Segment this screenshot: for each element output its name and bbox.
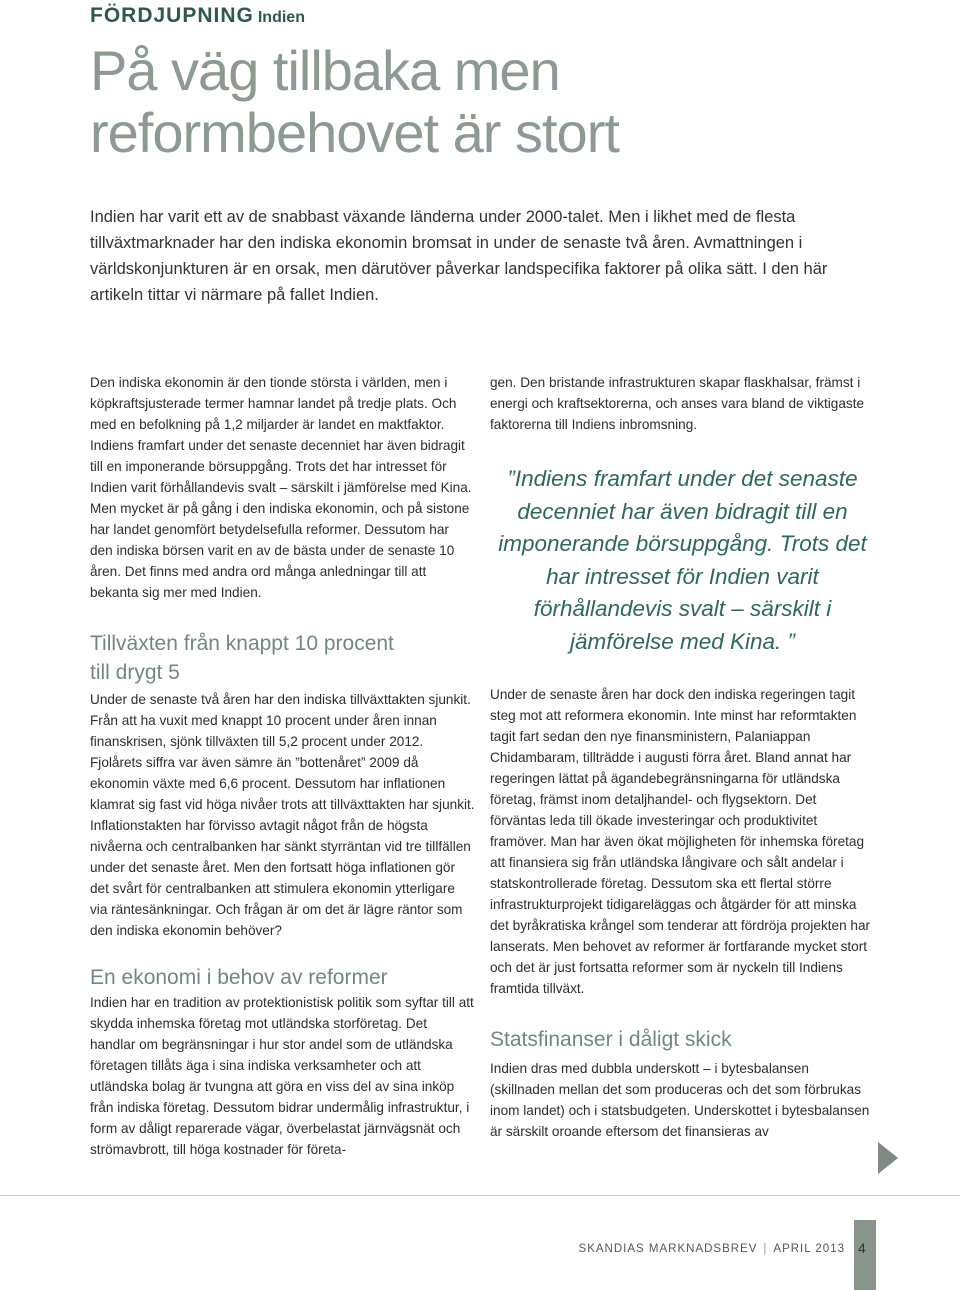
pull-quote: ”Indiens framfart under det senaste decenniet har även bidragit till en imponerande börsuppgång. Trots det har intresset för Indien varit förhållandevis svalt – särskilt i jämförelse med Kina. ” [498, 466, 867, 654]
kicker-sub-label: Indien [257, 9, 305, 26]
reforms-paragraph: Indien har en tradition av protektionistisk politik som syftar till att skydda inhemska företag mot utländska storföretag. Det handlar om begränsningar i hur stor andel som de utländska företagen tillåts äga i sina indiska verksamheter och att utländska bolag är tvungna att göra en viss del av sina inköp från indiska företag. Dessutom bidrar undermålig infrastruktur, i form av dåligt reparerade vägar, överbelastat järnvägsnät och strömavbrott, till höga kostnader för företa- [90, 995, 474, 1157]
section-kicker [90, 4, 305, 28]
kicker-label: FÖRDJUPNING [90, 4, 254, 27]
footer-publication: SKANDIAS MARKNADSBREV | APRIL 2013 [578, 1243, 845, 1255]
growth-paragraph: Under de senaste två åren har den indiska tillväxttakten sjunkit. Från att ha vuxit med knappt 10 procent under åren innan finanskrisen, sjönk tillväxten till 5,2 procent under 2012. Fjolårets siffra var även sämre än ”bottenåret” 2009 då ekonomin växte med 6,6 procent. Dessutom har inflationen klamrat sig fast vid höga nivåer trots att tillväxttakten har sjunkit. Inflationstakten har förvisso avtagit något från de högsta nivåerna och centralbanken har sänkt styrräntan vid tre tillfällen under det senaste året. Men den fortsatt höga inflationen gör det svårt för centralbanken att stimulera ekonomin ytterligare via räntesänkningar. Och frågan är om det är lägre räntor som den indiska ekonomin behöver? [90, 692, 475, 938]
continuation-paragraph: gen. Den bristande infrastrukturen skapar flaskhalsar, främst i energi och kraftsektorerna, och anses vara bland de viktigaste faktorerna till Indiens inbromsning. [490, 375, 865, 432]
left-column [90, 372, 475, 1160]
intro-paragraph: Den indiska ekonomin är den tionde största i världen, men i köpkraftsjusterade termer hamnar landet på tredje plats. Och med en befolkning på 1,2 miljarder är landet en maktfaktor. Indiens framfart under det senaste decenniet har även bidragit till en imponerande börsuppgång. Trots det har intresset för Indien varit förhållandevis svalt – särskilt i jämförelse med Kina. Men mycket är på gång i den indiska ekonomin, och på sistone har landet genomfört betydelsefulla reformer. Dessutom har den indiska börsen varit en av de bästa under de senaste 10 åren. Det finns med andra ord många anledningar till att bekanta sig mer med Indien. [90, 375, 472, 600]
publication-date: APRIL 2013 [773, 1243, 845, 1255]
public-finances-paragraph: Indien dras med dubbla underskott – i bytesbalansen (skillnaden mellan det som produceras och det som förbrukas inom landet) och i statsbudgeten. Underskottet i bytesbalansen är särskilt oroande eftersom det finansieras av [490, 1061, 870, 1139]
heading-growth-line-2: till drygt 5 [90, 661, 180, 684]
lead-paragraph: Indien har varit ett av de snabbast växande länderna under 2000-talet. Men i likhet med de flesta tillväxtmarknader har den indiska ekonomin bromsat in under de senaste två åren. Avmattningen i världskonjunkturen är en orsak, men därutöver påverkar landspecifika faktorer på olika sätt. I den här artikeln tittar vi närmare på fallet Indien. [90, 208, 828, 304]
title-line-1: På väg tillbaka men [90, 39, 560, 102]
footer-divider [0, 1195, 960, 1196]
heading-growth-line-1: Tillväxten från knappt 10 procent [90, 632, 394, 655]
page-number: 4 [858, 1240, 866, 1256]
page-title [90, 40, 890, 164]
title-line-2: reformbehovet är stort [90, 101, 619, 164]
chevron-right-icon[interactable] [878, 1142, 898, 1174]
reform-progress-paragraph: Under de senaste åren har dock den indiska regeringen tagit steg mot att reformera ekonomin. Inte minst har reformtakten tagit fart sedan den nye finansministern, Palaniappan Chidambaram, tillträdde i augusti förra året. Bland annat har regeringen lättat på ägandebegränsningarna för utländska företag, främst inom detaljhandel- och flygsektorn. Det förväntas leda till ökade investeringar och produktivitet framöver. Man har även ökat möjligheten för inhemska företag att finansiera sig från utländska långivare och sålt andelar i statskontrollerade företag. Dessutom ska ett flertal större infrastrukturprojekt tidigareläggas och åtgärder för att minska det byråkratiska krångel som tenderar att fördröja projekten har lanserats. Men behovet av reformer är fortfarande mycket stort och det är just fortsatta reformer som är nyckeln till Indiens framtida tillväxt. [490, 687, 871, 996]
heading-growth [90, 629, 475, 687]
heading-reforms: En ekonomi i behov av reformer [90, 966, 388, 989]
right-column [490, 372, 875, 1142]
heading-public-finances: Statsfinanser i dåligt skick [490, 1028, 732, 1051]
publication-name: SKANDIAS MARKNADSBREV [578, 1243, 758, 1255]
